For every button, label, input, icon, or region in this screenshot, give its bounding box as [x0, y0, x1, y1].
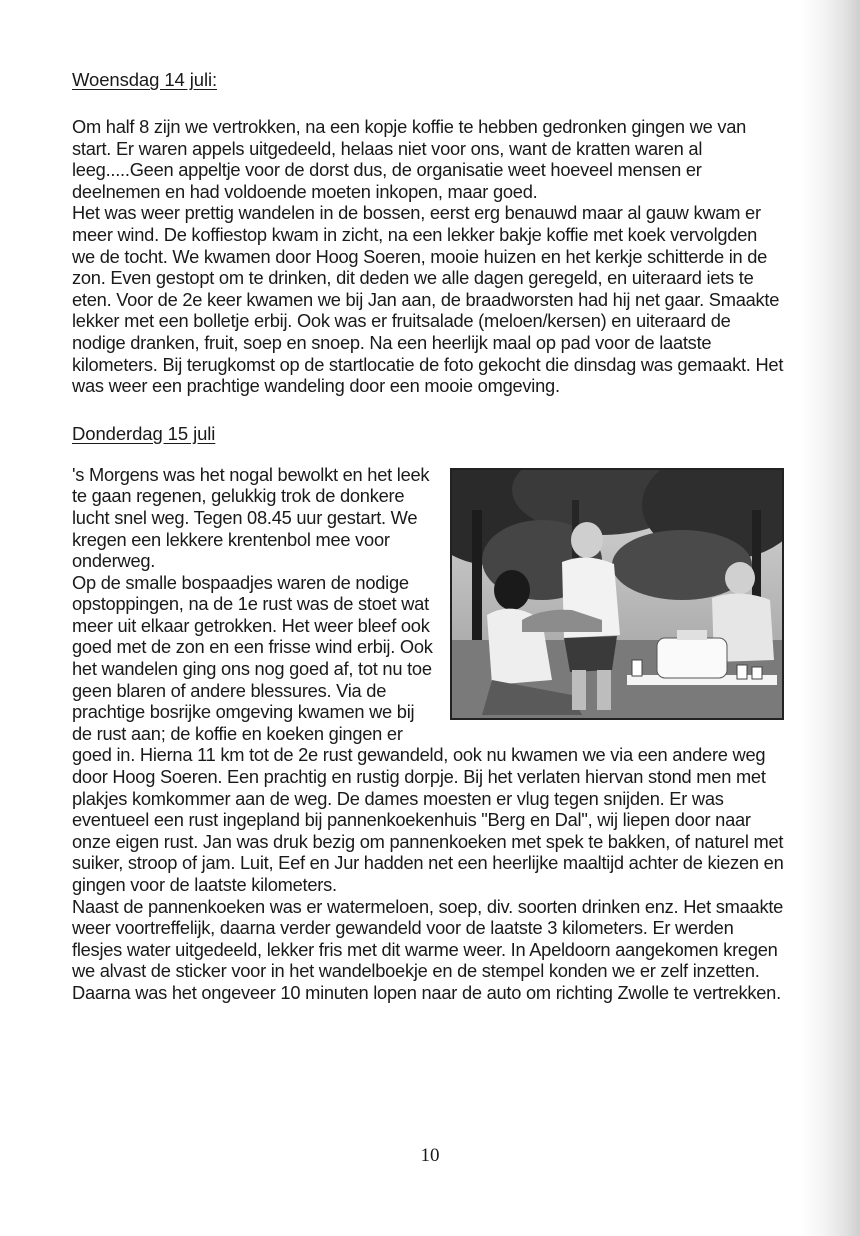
- section-thursday: [72, 464, 784, 1004]
- paragraph-thursday: 's Morgens was het nogal bewolkt en het leek te gaan regenen, gelukkig trok de donkere lucht snel weg. Tegen 08.45 uur gestart. We kregen een lekkere krentenbol mee voor onderweg. Op de smalle bospaadjes waren de nodige opstoppingen, na de 1e rust was de stoet wat meer uit elkaar getrokken. Het weer bleef ook goed met de zon en een frisse wind erbij. Ook het wandelen ging ons nog goed af, tot nu toe geen blaren of andere blessures. Via de prachtige bosrijke omgeving kwamen we bij de rust aan; de koffie en koeken gingen er goed in. Hierna 11 km tot de 2e rust gewandeld, ook nu kwamen we via een andere weg door Hoog Soeren. Een prachtig en rustig dorpje. Bij het verlaten hiervan stond men met plakjes komkommer aan de weg. De dames moesten er vlug tegen snijden. Er was eventueel een rust ingepland bij pannenkoekenhuis "Berg en Dal", wij liepen door naar onze eigen rust. Jan was druk bezig om pannenkoeken met spek te bakken, of naturel met suiker, stroop of jam. Luit, Eef en Jur hadden net een heerlijke maaltijd achter de kiezen en gingen voor de laatste kilometers. Naast de pannenkoeken was er watermeloen, soep, div. soorten drinken enz. Het smaakte weer voortreffelijk, daarna verder gewandeld voor de laatste 3 kilometers. Er werden flesjes water uitgedeeld, lekker fris met dit warme weer. In Apeldoorn aangekomen kregen we alvast de sticker voor in het wandelboekje en de stempel konden we er zelf inzetten. Daarna was het ongeveer 10 minuten lopen naar de auto om richting Zwolle te vertrekken.: [72, 463, 784, 1003]
- section-heading-thursday: Donderdag 15 juli: [72, 422, 216, 444]
- page-number: 10: [420, 1145, 440, 1166]
- section-heading-wednesday: Woensdag 14 juli:: [72, 69, 218, 90]
- document-body: [72, 68, 784, 1004]
- paragraph-wednesday: Om half 8 zijn we vertrokken, na een kopje koffie te hebben gedronken gingen we van start. Er waren appels uitgedeeld, helaas niet voor ons, want de kratten waren al leeg.....Geen appeltje voor de dorst dus, de organisatie weet hoeveel mensen er deelnemen en had voldoende moeten inkopen, maar goed. Het was weer prettig wandelen in de bossen, eerst erg benauwd maar al gauw kwam er meer wind. De koffiestop kwam in zicht, na een lekker bakje koffie met koek vervolgden we de tocht. We kwamen door Hoog Soeren, mooie huizen en het kerkje schitterde in de zon. Even gestopt om te drinken, dit deden we alle dagen geregeld, en uiteraard iets te eten. Voor de 2e keer kwamen we bij Jan aan, de braadworsten had hij net gaar. Smaakte lekker met een bolletje erbij. Ook was er fruitsalade (meloen/kersen) en uiteraard de nodige dranken, fruit, soep en snoep. Na een heerlijk maal op pad voor de laatste kilometers. Bij terugkomst op de startlocatie de foto gekocht die dinsdag was gemaakt. Het was weer een prachtige wandeling door een mooie omgeving.: [72, 116, 784, 397]
- page-edge-shadow: [800, 0, 860, 1236]
- photo-picnic-in-forest: [450, 468, 784, 720]
